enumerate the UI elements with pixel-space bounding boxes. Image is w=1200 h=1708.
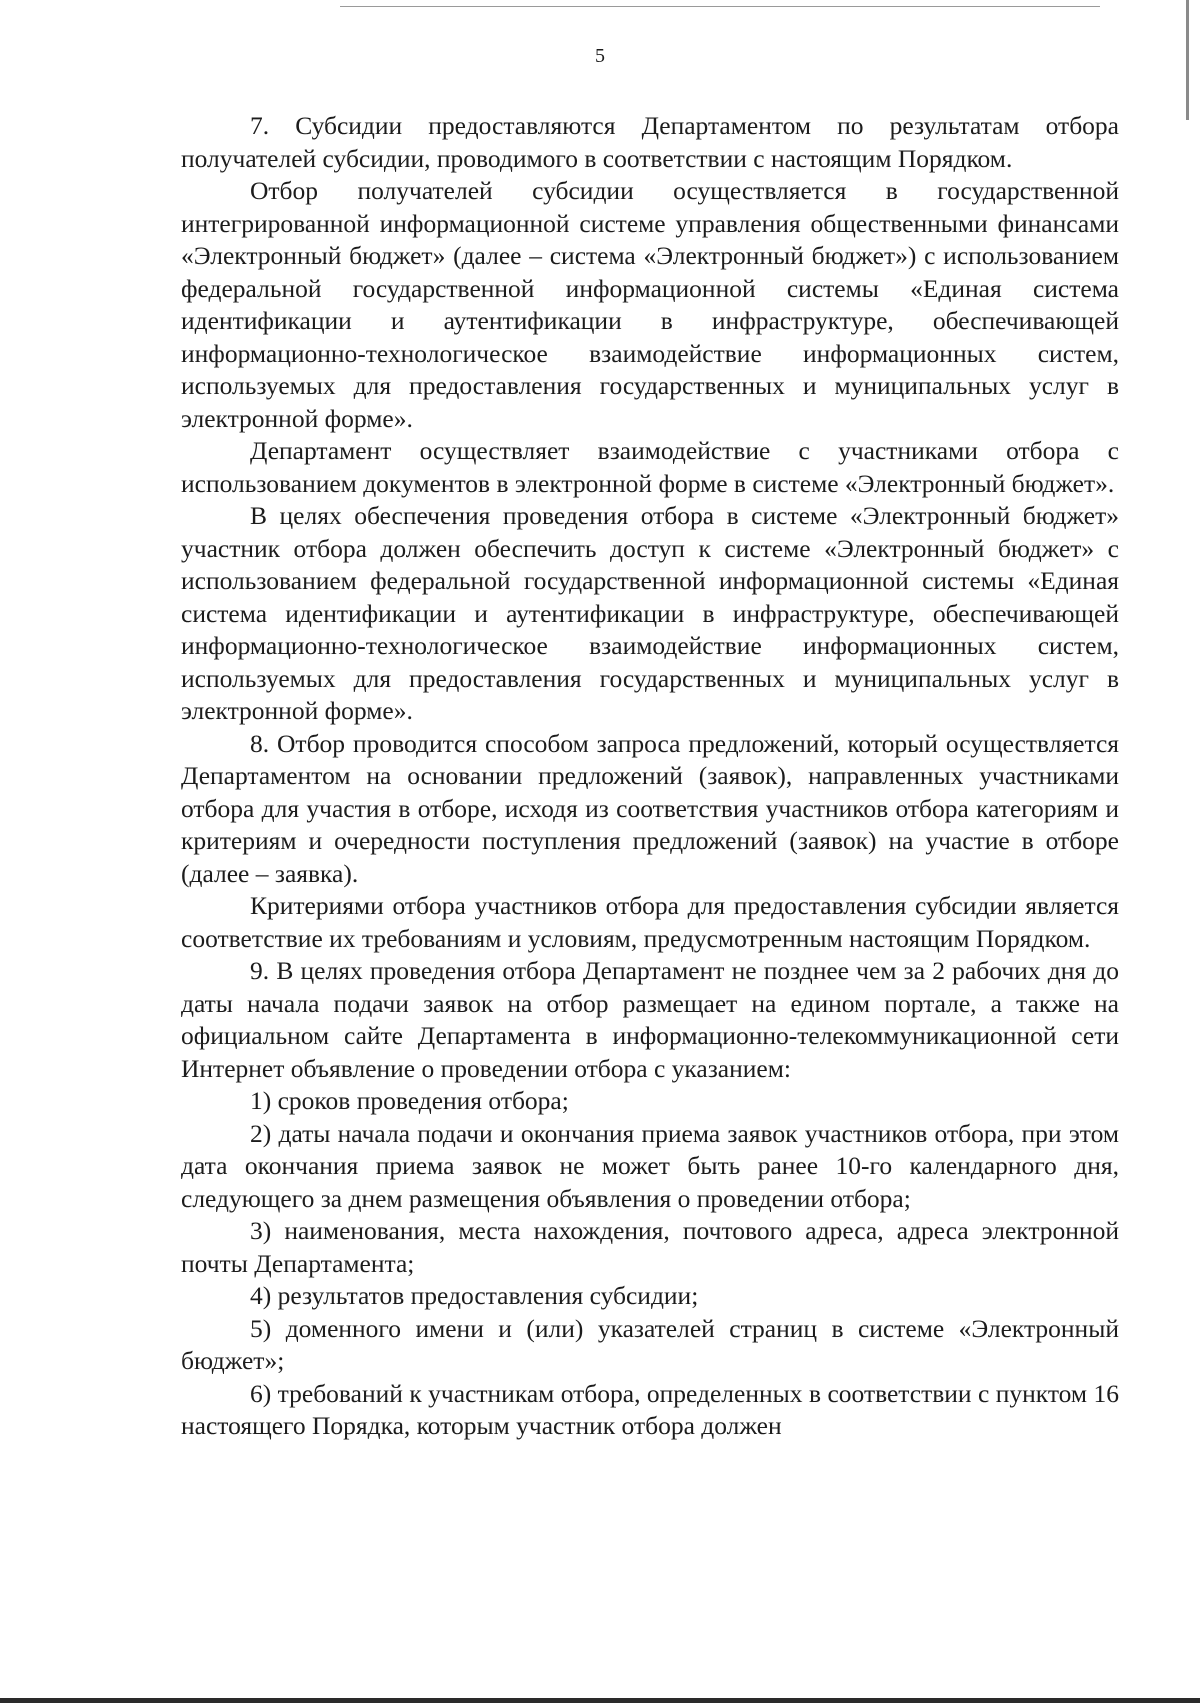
list-item-1: 1) сроков проведения отбора; [250, 1086, 569, 1115]
paragraph-8-method: 8. Отбор проводится способом запроса предложений, который осуществляется Департаментом на основании предложений (заявок), направленных участниками отбора для участия в отборе, исходя из соответствия участников отбора категориям и критериям и очередности поступления предложений (заявок) на участие в отборе (далее – заявка). [181, 728, 1119, 888]
list-item-3: 3) наименования, места нахождения, почтового адреса, адреса электронной почты Департамента; [181, 1216, 1119, 1278]
paragraph-9-announcement: 9. В целях проведения отбора Департамент не позднее чем за 2 рабочих дня до даты начала подачи заявок на отбор размещает на едином портале, а также на официальном сайте Департамента в информационно-телекоммуникационной сети Интернет объявление о проведении отбора с указанием: [181, 956, 1119, 1083]
list-item-2: 2) даты начала подачи и окончания приема заявок участников отбора, при этом дата окончания приема заявок не может быть ранее 10-го календарного дня, следующего за днем размещения объявления о проведении отбора; [181, 1118, 1119, 1213]
paragraph-access-requirement: В целях обеспечения проведения отбора в системе «Электронный бюджет» участник отбора должен обеспечить доступ к системе «Электронный бюджет» с использованием федеральной государственной информационной системы «Единая система идентификации и аутентификации в инфраструктуре, обеспечивающей информационно-технологическое взаимодействие информационных систем, используемых для предоставления государственных и муниципальных услуг в электронной форме». [181, 501, 1119, 725]
paragraph-criteria: Критериями отбора участников отбора для предоставления субсидии является соответствие их требованиям и условиям, предусмотренным настоящим Порядком. [181, 891, 1119, 953]
list-item-5: 5) доменного имени и (или) указателей страниц в системе «Электронный бюджет»; [181, 1313, 1119, 1375]
paragraph-selection-system: Отбор получателей субсидии осуществляется в государственной интегрированной информационной системе управления общественными финансами «Электронный бюджет» (далее – система «Электронный бюджет») с использованием федеральной государственной информационной системы «Единая система идентификации и аутентификации в инфраструктуре, обеспечивающей информационно-технологическое взаимодействие информационных систем, используемых для предоставления государственных и муниципальных услуг в электронной форме». [181, 176, 1119, 433]
list-item-4: 4) результатов предоставления субсидии; [250, 1281, 699, 1310]
paragraph-7-intro: 7. Субсидии предоставляются Департаментом по результатам отбора получателей субсидии, проводимого в соответствии с настоящим Порядком. [181, 111, 1119, 173]
paragraph-department-interaction: Департамент осуществляет взаимодействие с участниками отбора с использованием документов в электронной форме в системе «Электронный бюджет». [181, 436, 1119, 498]
document-body [181, 110, 1119, 1443]
scan-line-bottom [0, 1698, 1200, 1703]
scan-line-top [340, 6, 1100, 7]
page-number: 5 [595, 45, 605, 67]
list-item-6: 6) требований к участникам отбора, определенных в соответствии с пунктом 16 настоящего Порядка, которым участник отбора должен [181, 1378, 1119, 1440]
